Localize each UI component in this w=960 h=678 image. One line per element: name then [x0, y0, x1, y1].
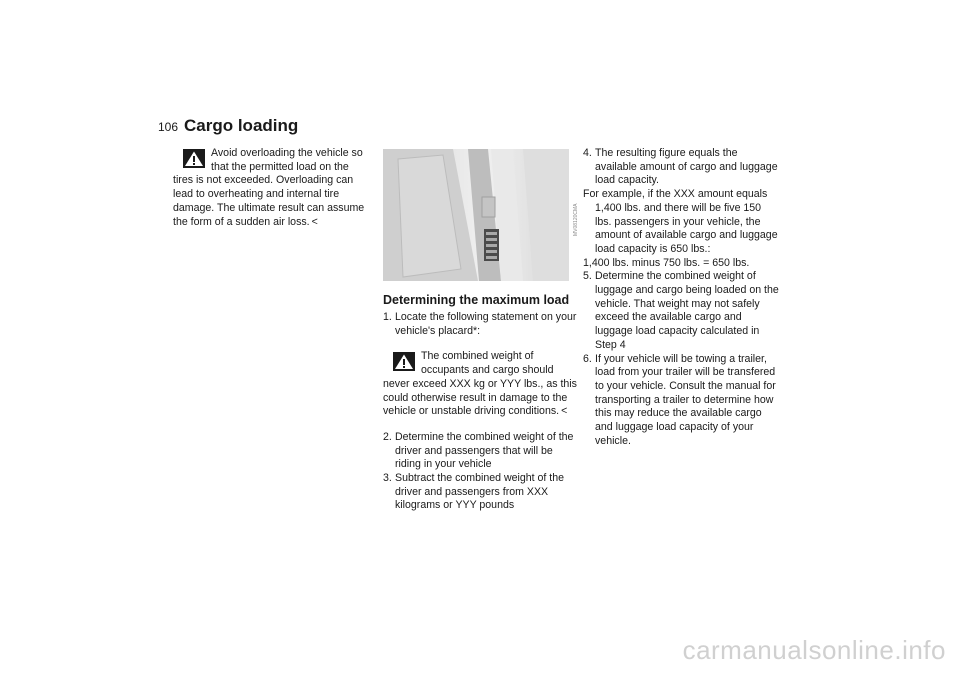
column-left: [173, 147, 369, 229]
warning-triangle-icon: [393, 352, 415, 371]
list-item: 3. Subtract the combined weight of the driver and passengers from XXX kilograms or YYY pounds: [383, 472, 565, 512]
list-item: 6. If your vehicle will be towing a trailer, load from your trailer will be transfered to your vehicle. Consult the manual for transporting a trailer to determine how this may reduce the available cargo and luggage load capacity of your vehicle.: [583, 352, 776, 447]
list-item: 2. Determine the combined weight of the driver and passengers that will be riding in your vehicle: [383, 430, 574, 471]
page-title: Cargo loading: [184, 116, 299, 135]
example-calc: 1,400 lbs. minus 750 lbs. = 650 lbs.: [583, 256, 750, 269]
placard-warning: [383, 350, 579, 419]
list-item: 4. The resulting figure equals the available amount of cargo and luggage load capacity. For example, if the XXX amount equals 1,400 lbs. and there will be five 150 lbs. passengers in your vehicle, the amount of available cargo and luggage load capacity is 650 lbs.: 1,400 lbs. minus 750 lbs. = 650 lbs.: [583, 147, 778, 269]
list-item: 1. Locate the following statement on your vehicle's placard*:: [383, 311, 577, 337]
door-pillar-photo: [383, 149, 569, 281]
warning-text: The combined weight of occupants and cargo should never exceed XXX kg or YYY lbs., as this could otherwise result in damage to the vehicle or unstable driving conditions.: [383, 350, 577, 418]
warning-triangle-icon: [183, 149, 205, 168]
steps-list-left: [383, 311, 579, 338]
end-mark: <: [311, 215, 318, 228]
list-item: 5. Determine the combined weight of luggage and cargo being loaded on the vehicle. That weight may not safely exceed the available cargo and luggage load capacity calculated in Step 4: [583, 270, 779, 351]
warning-note: [173, 147, 369, 229]
steps-list-right: [583, 147, 779, 448]
warning-text: Avoid overloading the vehicle so that the permitted load on the tires is not exceeded. Overloading can lead to overheating and internal tire damage. The ultimate result can assume the form of a sudden air loss.: [173, 147, 365, 228]
end-mark: <: [561, 405, 568, 418]
page-number: 106: [158, 120, 179, 134]
door-pillar-illustration: [383, 149, 569, 281]
photo-code: MV08120CMA: [573, 203, 579, 236]
section-heading: Determining the maximum load: [383, 293, 570, 307]
column-right: [583, 147, 779, 448]
column-middle: [383, 293, 579, 513]
watermark: carmanualsonline.info: [682, 635, 946, 665]
example-text: For example, if the XXX amount equals 1,400 lbs. and there will be five 150 lbs. passengers in your vehicle, the amount of available cargo and luggage load capacity is 650 lbs.:: [583, 188, 778, 255]
steps-list-left-cont: [383, 431, 579, 513]
